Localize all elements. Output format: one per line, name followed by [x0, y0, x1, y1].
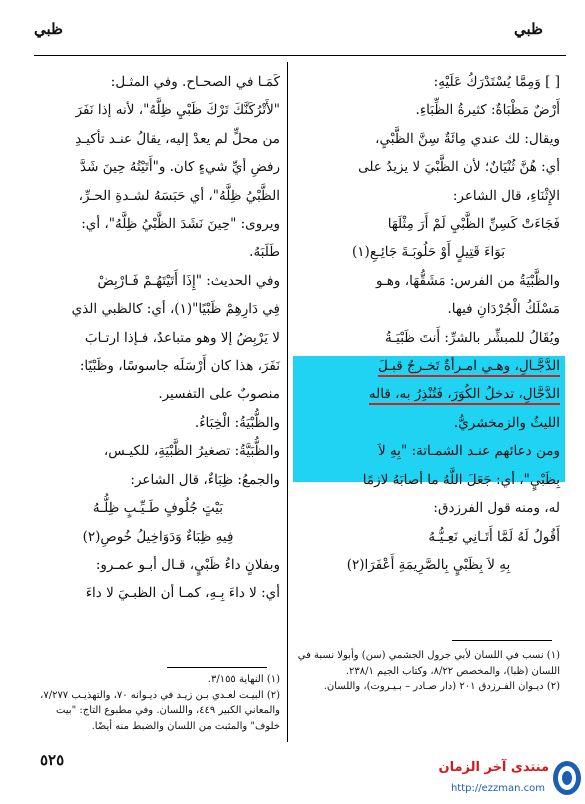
text-line: كَمَـا في الصحـاح. وفي المثـل:: [110, 74, 280, 90]
watermark-url: http://ezzman.com: [450, 783, 545, 794]
highlight-line: [297, 352, 560, 380]
text-line: والظُّبَيَّةُ: تصغيرُ الظَّبْيَةِ، للكيـس،: [103, 443, 280, 460]
text-line: [ ] وَمِمَّا يُسْتَدْرَكُ عَلَيْهِ:: [433, 74, 560, 90]
text-line: "لأَتْرُكَنَّكَ تَرْكَ ظَبْيِ ظِلَّهُ"، لأنه إذا نَفَرَ: [75, 102, 280, 119]
footnotes-left: [36, 672, 280, 734]
page-number: ٥٢٥: [40, 751, 65, 769]
underlined-text: الدَّجَّالِ، تدخلُ الكُوَرَ، فَتُنْذِرُ به، قاله: [369, 386, 560, 405]
footnote: (٢) البيـت لعـدي بـن زيـد في ديـوانه ٧٠، والتهذيـب ٧/٢٧٧، والمعاني الكبير ٤٤٩، واللسان. وفي مطبوع التاج: "بيت خلوف" والمثبت من اللسان والضبط منه أيضًا.: [40, 689, 280, 732]
footnote: (٢) ديـوان الفـرزدق ٢٠١ (دار صـادر – بـيـروت)، واللسان.: [323, 681, 560, 692]
watermark-emblem-icon: [551, 758, 583, 798]
footnote: (١) نسب في اللسان لأبي جرول الجشمي (سن) وأبولا نسبة في اللسان (ظبا)، والمخصص ٨/٢٢، وكتاب الجيم ٢٣٨/١.: [297, 650, 560, 677]
text-line: فِي دَارِهِمْ ظَبْيًا"(١)، أي: كالظبي الذي: [71, 301, 280, 318]
text-line: أي: لا داءَ بِـهِ، كمـا أن الظبـيَ لا داءَ: [85, 585, 280, 602]
text-line: الظَّبْيُ ظِلَّهُ"، أي حَبَسَهُ لشـدةِ الحـرِّ،: [78, 187, 280, 204]
text-line: ومن دعائهم عنـد الشمـاتة: "بِهِ لاَ: [377, 443, 560, 460]
text-line: نَفَرَ، هذا كان أَرْسَلَه جاسوسًا، وظَبْيًا:: [79, 358, 280, 375]
text-line: وبفلانٍ داءُ ظَبْيٍ، قـال أبـو عمـرو:: [95, 556, 280, 573]
footnotes-right: [297, 648, 560, 695]
right-column: [297, 68, 560, 579]
highlight-line: ويُقَالُ للمبشِّر بالشرِّ: أَنتَ ظَبْيَـةُ: [384, 329, 560, 346]
verse-line: بِهِ لاَ بِظَبْيٍ بِالصَّرِيمَةِ أَعْفَرَا(٢): [346, 556, 511, 573]
text-line: من محلٍّ لم يعدْ إليه، يقالُ عنـد تأكيـدِ: [75, 130, 280, 147]
running-header-right: ظبي: [514, 20, 543, 38]
column-divider: [287, 62, 288, 742]
underlined-text: الدَّجَّـالِ، وهـي امـرأةٌ تَخـرجُ قبـلَ: [378, 358, 560, 377]
footnote-rule: [452, 640, 552, 641]
text-line: أي: هُنَّ ثُنْيَانٌ؛ لأن الظَّبْيَ لا يزيدُ على: [358, 159, 560, 176]
text-line: والظَّبْيَةُ من الفرس: مَشَقُّهَا، وهـو: [375, 272, 560, 289]
running-header-left: ظبي: [34, 20, 63, 38]
text-line: بِظَبْيٍ"، أي: جَعَلَ اللَّهُ ما أصابَهُ لازمًا: [362, 471, 560, 488]
text-line: له، ومنه قول الفرزدق:: [433, 500, 560, 517]
forum-watermark: [395, 756, 585, 804]
verse-line: فِيهِ ظِبَاءٌ وَدَوَاخِيلُ خُوصِ(٢): [82, 528, 234, 545]
text-line: أَرْضٌ مَظْبَاةٌ: كثيرةُ الظِّبَاءِ.: [415, 102, 560, 119]
verse-line: بَيْتٍ جُلُوفٍ طَـيِّـبٍ ظِلُّـهُ: [92, 500, 224, 517]
header-rule: [34, 55, 566, 56]
text-line: ويقال: لك عندي مِائَةٌ سِنَّ الظَّبْيِ،: [375, 130, 560, 147]
text-line: والجمعُ: ظِبَاءٌ، قال الشاعر:: [130, 471, 280, 488]
text-line: طَلَبَهُ.: [249, 244, 280, 261]
text-line: مَسْلَكُ الْجُرْدَانِ فيها.: [447, 301, 560, 318]
text-line: لا يَرْبِضُ إلا وهو متباعدٌ، فـإذا ارتـابَ: [84, 329, 280, 346]
left-column: [36, 68, 280, 608]
footnote-rule: [167, 667, 267, 668]
text-line: منصوبٌ على التفسير.: [158, 386, 280, 403]
highlight-line: الليثُ والزمخشريُّ.: [453, 414, 560, 431]
text-line: والظُّبْيَةُ: الْخِبَاءُ.: [194, 414, 280, 431]
text-line: وفي الحديث: "إِذَا أَتَيْتَهُـمْ فَـارْبِضْ: [97, 272, 280, 289]
footnote: (١) النهاية ٣/١٥٥.: [207, 674, 280, 685]
text-line: رفضِ أيِّ شيءٍ كان. و"أَتَيْتُهُ حِينَ شَدَّ: [80, 159, 280, 176]
verse-line: أَقُولُ لَهُ لَمَّا أَتَـانِي نَعِـيُّـهُ: [428, 528, 560, 545]
text-line: ويروى: "حِينَ نَشَدَ الظَّبْيُ ظِلَّهُ"، أي:: [81, 216, 280, 233]
text-line: الإِثْنَاءِ، قال الشاعر:: [452, 187, 560, 204]
verse-line: بَوَاءَ قَتِيلٍ أَوْ حَلُوبَـةَ جَائِـعِ(١): [352, 244, 505, 261]
verse-line: فَجَاءَتْ كَسِنِّ الظَّبْيِ لَمْ أَرَ مِثْلَهَا: [387, 216, 560, 233]
highlight-line: [297, 380, 560, 408]
watermark-title: منتدى آخر الزمان: [438, 760, 549, 775]
